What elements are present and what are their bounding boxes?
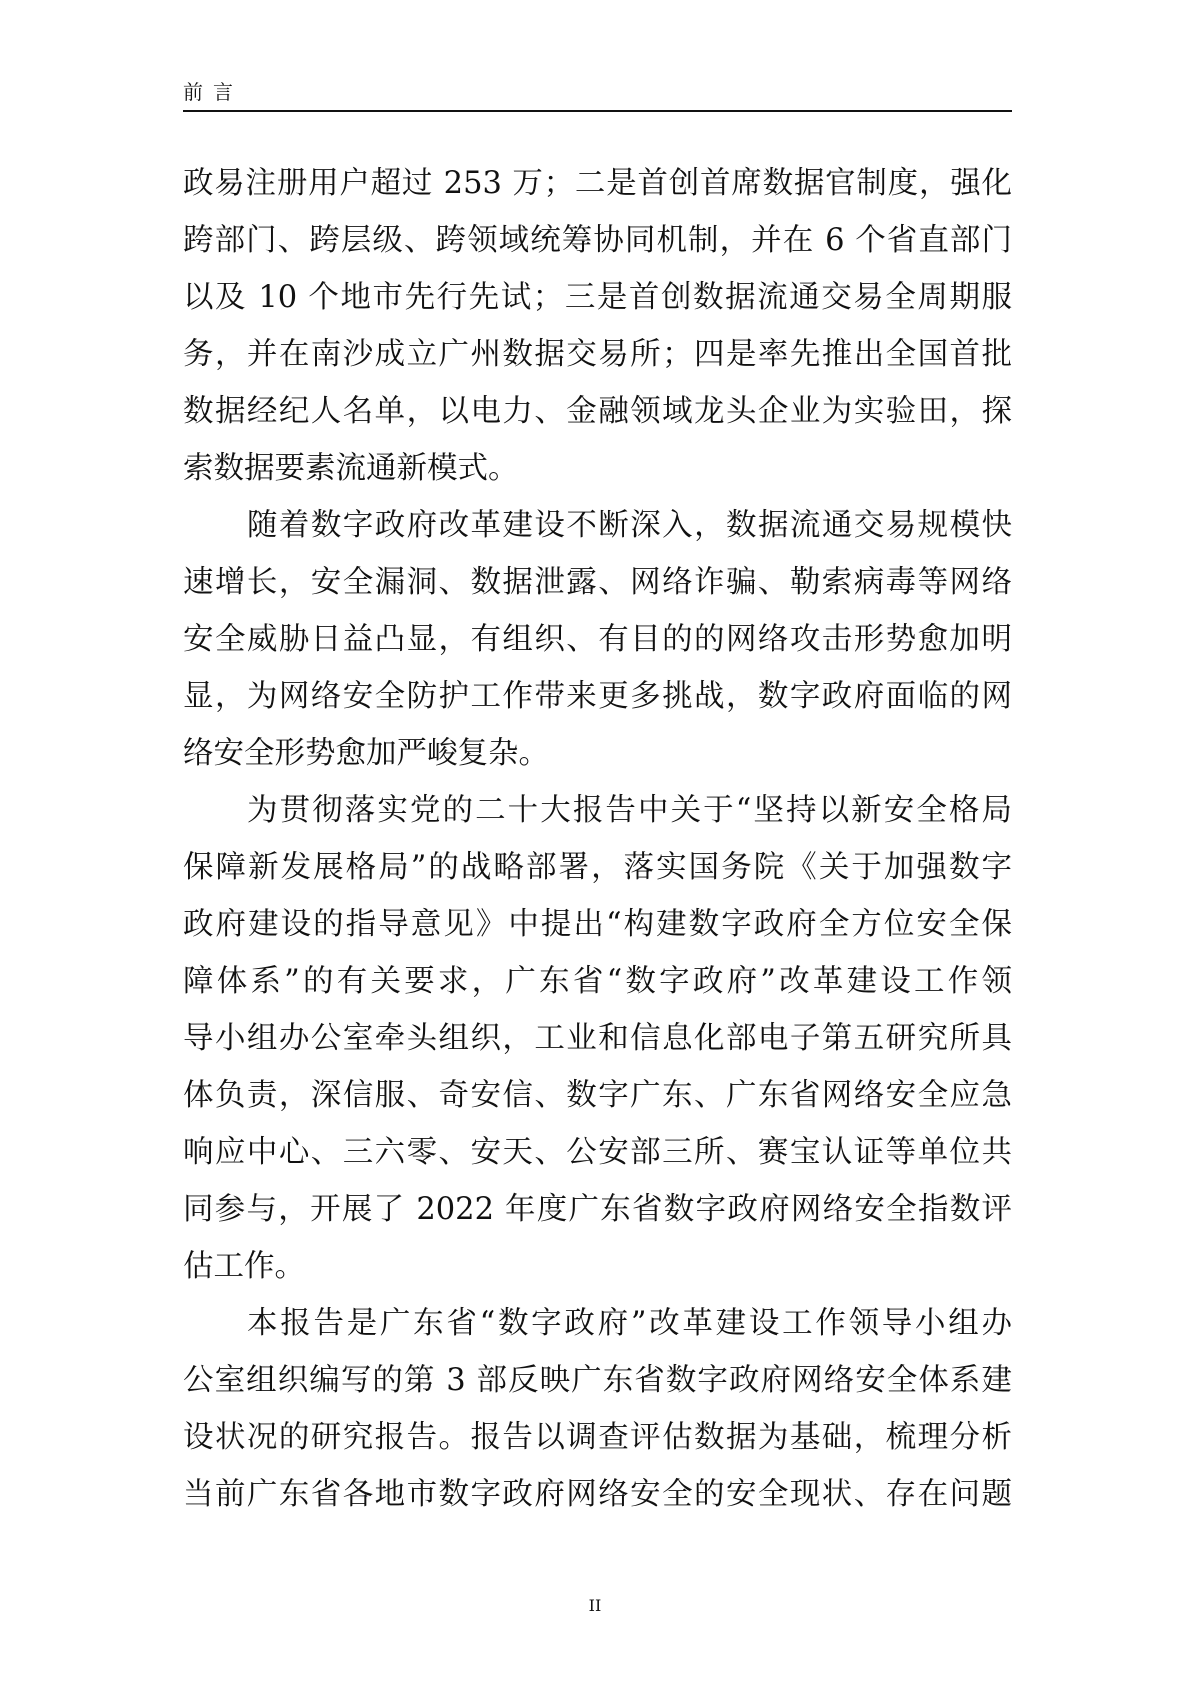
text-line: 络安全形势愈加严峻复杂。 bbox=[183, 736, 549, 771]
text-line: 安全威胁日益凸显，有组织、有目的的网络攻击形势愈加明 bbox=[183, 622, 1012, 657]
header-title: 前言 bbox=[183, 80, 243, 104]
paragraph-1 bbox=[183, 155, 1012, 497]
text-line: 估工作。 bbox=[183, 1249, 305, 1284]
paragraph-4 bbox=[183, 1295, 1012, 1523]
paragraph-3 bbox=[183, 782, 1012, 1295]
text-line: 体负责，深信服、奇安信、数字广东、广东省网络安全应急 bbox=[183, 1078, 1012, 1113]
text-line: 政易注册用户超过 253 万；二是首创首席数据官制度，强化 bbox=[183, 166, 1012, 201]
text-line: 本报告是广东省“数字政府”改革建设工作领导小组办 bbox=[247, 1306, 1012, 1341]
text-line: 保障新发展格局”的战略部署，落实国务院《关于加强数字 bbox=[183, 850, 1012, 885]
text-line: 响应中心、三六零、安天、公安部三所、赛宝认证等单位共 bbox=[183, 1135, 1012, 1170]
text-line: 数据经纪人名单，以电力、金融领域龙头企业为实验田，探 bbox=[183, 394, 1012, 429]
text-line: 导小组办公室牵头组织，工业和信息化部电子第五研究所具 bbox=[183, 1021, 1012, 1056]
body-text bbox=[183, 155, 1012, 1523]
running-header bbox=[183, 80, 1012, 112]
text-line: 同参与，开展了 2022 年度广东省数字政府网络安全指数评 bbox=[183, 1192, 1012, 1227]
text-line: 速增长，安全漏洞、数据泄露、网络诈骗、勒索病毒等网络 bbox=[183, 565, 1012, 600]
text-line: 公室组织编写的第 3 部反映广东省数字政府网络安全体系建 bbox=[183, 1363, 1012, 1398]
text-line: 显，为网络安全防护工作带来更多挑战，数字政府面临的网 bbox=[183, 679, 1012, 714]
text-line: 随着数字政府改革建设不断深入，数据流通交易规模快 bbox=[247, 508, 1012, 543]
text-line: 为贯彻落实党的二十大报告中关于“坚持以新安全格局 bbox=[247, 793, 1012, 828]
text-line: 索数据要素流通新模式。 bbox=[183, 451, 519, 486]
text-line: 以及 10 个地市先行先试；三是首创数据流通交易全周期服 bbox=[183, 280, 1012, 315]
paragraph-2 bbox=[183, 497, 1012, 782]
text-line: 障体系”的有关要求，广东省“数字政府”改革建设工作领 bbox=[183, 964, 1012, 999]
text-line: 设状况的研究报告。报告以调查评估数据为基础，梳理分析 bbox=[183, 1420, 1012, 1455]
page-number: II bbox=[588, 1596, 602, 1615]
text-line: 跨部门、跨层级、跨领域统筹协同机制，并在 6 个省直部门 bbox=[183, 223, 1012, 258]
text-line: 当前广东省各地市数字政府网络安全的安全现状、存在问题 bbox=[183, 1477, 1012, 1512]
text-line: 政府建设的指导意见》中提出“构建数字政府全方位安全保 bbox=[183, 907, 1012, 942]
text-line: 务，并在南沙成立广州数据交易所；四是率先推出全国首批 bbox=[183, 337, 1012, 372]
